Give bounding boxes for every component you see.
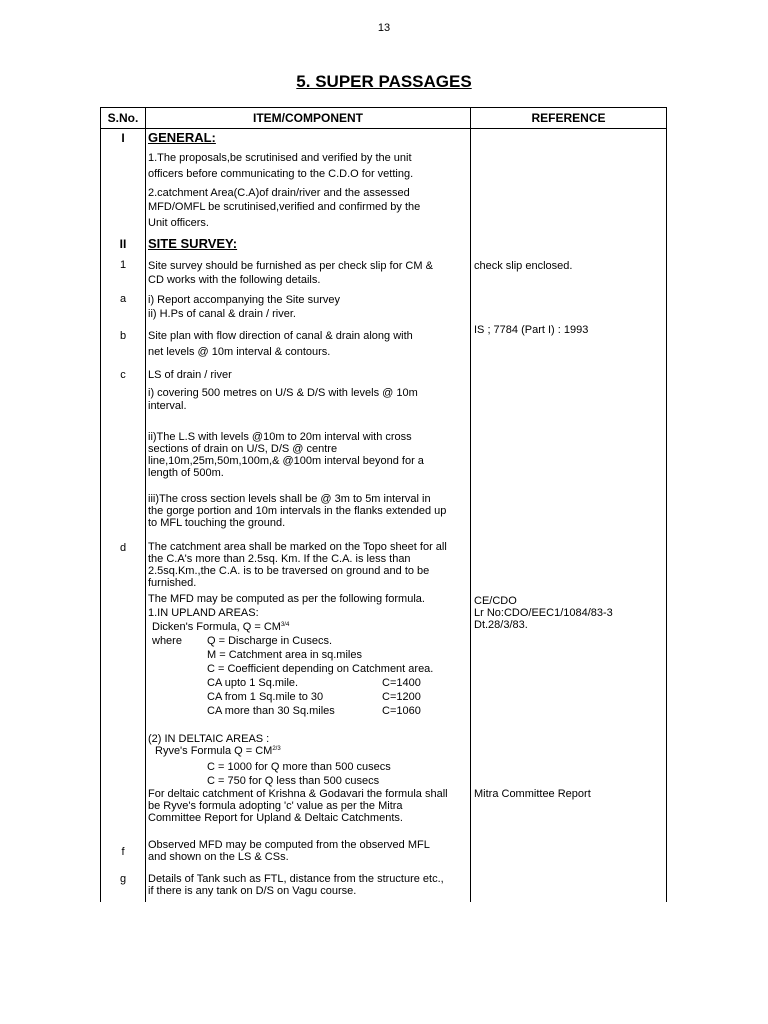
section-heading: GENERAL:	[148, 130, 216, 145]
reference-text: CE/CDO	[474, 595, 517, 607]
text-line: the gorge portion and 10m intervals in the flanks extended up	[148, 505, 447, 517]
page-number: 13	[377, 22, 391, 34]
text-line: 1.The proposals,be scrutinised and verified by the unit	[148, 152, 412, 164]
text-line: C = 750 for Q less than 500 cusecs	[207, 775, 380, 787]
section-heading: SITE SURVEY:	[148, 236, 238, 251]
text-line: i) Report accompanying the Site survey	[148, 294, 340, 306]
text-line: i) covering 500 metres on U/S & D/S with levels @ 10m	[148, 387, 418, 399]
text-line: and shown on the LS & CSs.	[148, 851, 289, 863]
section-number: II	[119, 237, 127, 251]
formula-line	[152, 621, 477, 634]
page-title: 5. SUPER PASSAGES	[296, 72, 472, 91]
text-line: length of 500m.	[148, 467, 224, 479]
header-item: ITEM/COMPONENT	[253, 111, 363, 125]
text-line: C=1200	[382, 691, 421, 703]
header-sno: S.No.	[107, 111, 139, 125]
text-line: CA upto 1 Sq.mile.	[207, 677, 299, 689]
ryve-formula: Ryve's Formula Q = CM	[155, 745, 273, 757]
text-line: C=1060	[382, 705, 421, 717]
reference-text: check slip enclosed.	[474, 260, 573, 272]
text-line: (2) IN DELTAIC AREAS :	[148, 733, 270, 745]
text-line: interval.	[148, 400, 187, 412]
text-line: Site plan with flow direction of canal & drain along with	[148, 330, 413, 342]
text-line: iii)The cross section levels shall be @ 3m to 5m interval in	[148, 493, 431, 505]
text-line: line,10m,25m,50m,100m,& @100m interval beyond for a	[148, 455, 424, 467]
text-line: CD works with the following details.	[148, 274, 321, 286]
row-number: d	[119, 542, 127, 554]
header-reference: REFERENCE	[531, 111, 606, 125]
text-line: to MFL touching the ground.	[148, 517, 286, 529]
text-line: The catchment area shall be marked on the Topo sheet for all	[148, 541, 447, 553]
reference-text: Mitra Committee Report	[474, 788, 591, 800]
text-line: Observed MFD may be computed from the observed MFL	[148, 839, 430, 851]
row-number: f	[121, 846, 125, 858]
where-label: where	[152, 635, 182, 647]
ryve-exponent: 2/3	[272, 746, 281, 752]
text-line: 2.5sq.Km.,the C.A. is to be traversed on ground and to be	[148, 565, 430, 577]
text-line: the C.A's more than 2.5sq. Km. If the C.A. is less than	[148, 553, 411, 565]
text-line: Site survey should be furnished as per check slip for CM &	[148, 260, 433, 272]
text-line: For deltaic catchment of Krishna & Godavari the formula shall	[148, 788, 448, 800]
row-number: g	[119, 873, 127, 885]
text-line: if there is any tank on D/S on Vagu course.	[148, 885, 357, 897]
text-line: CA from 1 Sq.mile to 30	[207, 691, 324, 703]
text-line: Q = Discharge in Cusecs.	[207, 635, 333, 647]
text-line: furnished.	[148, 577, 197, 589]
reference-text: IS ; 7784 (Part I) : 1993	[474, 324, 589, 336]
text-line: ii) H.Ps of canal & drain / river.	[148, 308, 296, 320]
text-line: LS of drain / river	[148, 369, 232, 381]
row-number: c	[120, 369, 126, 381]
text-line: net levels @ 10m interval & contours.	[148, 346, 331, 358]
text-line: C = 1000 for Q more than 500 cusecs	[207, 761, 391, 773]
dicken-exponent: 3/4	[280, 622, 290, 628]
text-line: be Ryve's formula adopting 'c' value as per the Mitra	[148, 800, 403, 812]
text-line: MFD/OMFL be scrutinised,verified and confirmed by the	[148, 201, 421, 213]
formula-line	[155, 745, 480, 758]
reference-text: Lr No:CDO/EEC1/1084/83-3	[474, 607, 613, 619]
row-number: 1	[119, 259, 127, 271]
text-line: Committee Report for Upland & Deltaic Catchments.	[148, 812, 403, 824]
row-number: b	[119, 330, 127, 342]
text-line: officers before communicating to the C.D.O for vetting.	[148, 168, 414, 180]
text-line: M = Catchment area in sq.miles	[207, 649, 362, 661]
text-line: ii)The L.S with levels @10m to 20m interval with cross	[148, 431, 412, 443]
text-line: Unit officers.	[148, 217, 209, 229]
text-line: 1.IN UPLAND AREAS:	[148, 607, 259, 619]
text-line: C=1400	[382, 677, 421, 689]
text-line: The MFD may be computed as per the following formula.	[148, 593, 425, 605]
dicken-formula: Dicken's Formula, Q = CM	[152, 621, 281, 633]
reference-text: Dt.28/3/83.	[474, 619, 528, 631]
row-number: a	[119, 293, 127, 305]
text-line: 2.catchment Area(C.A)of drain/river and the assessed	[148, 187, 410, 199]
section-number: I	[121, 131, 125, 145]
text-line: C = Coefficient depending on Catchment area.	[207, 663, 434, 675]
text-line: sections of drain on U/S, D/S @ centre	[148, 443, 338, 455]
text-line: CA more than 30 Sq.miles	[207, 705, 335, 717]
text-line: Details of Tank such as FTL, distance from the structure etc.,	[148, 873, 444, 885]
